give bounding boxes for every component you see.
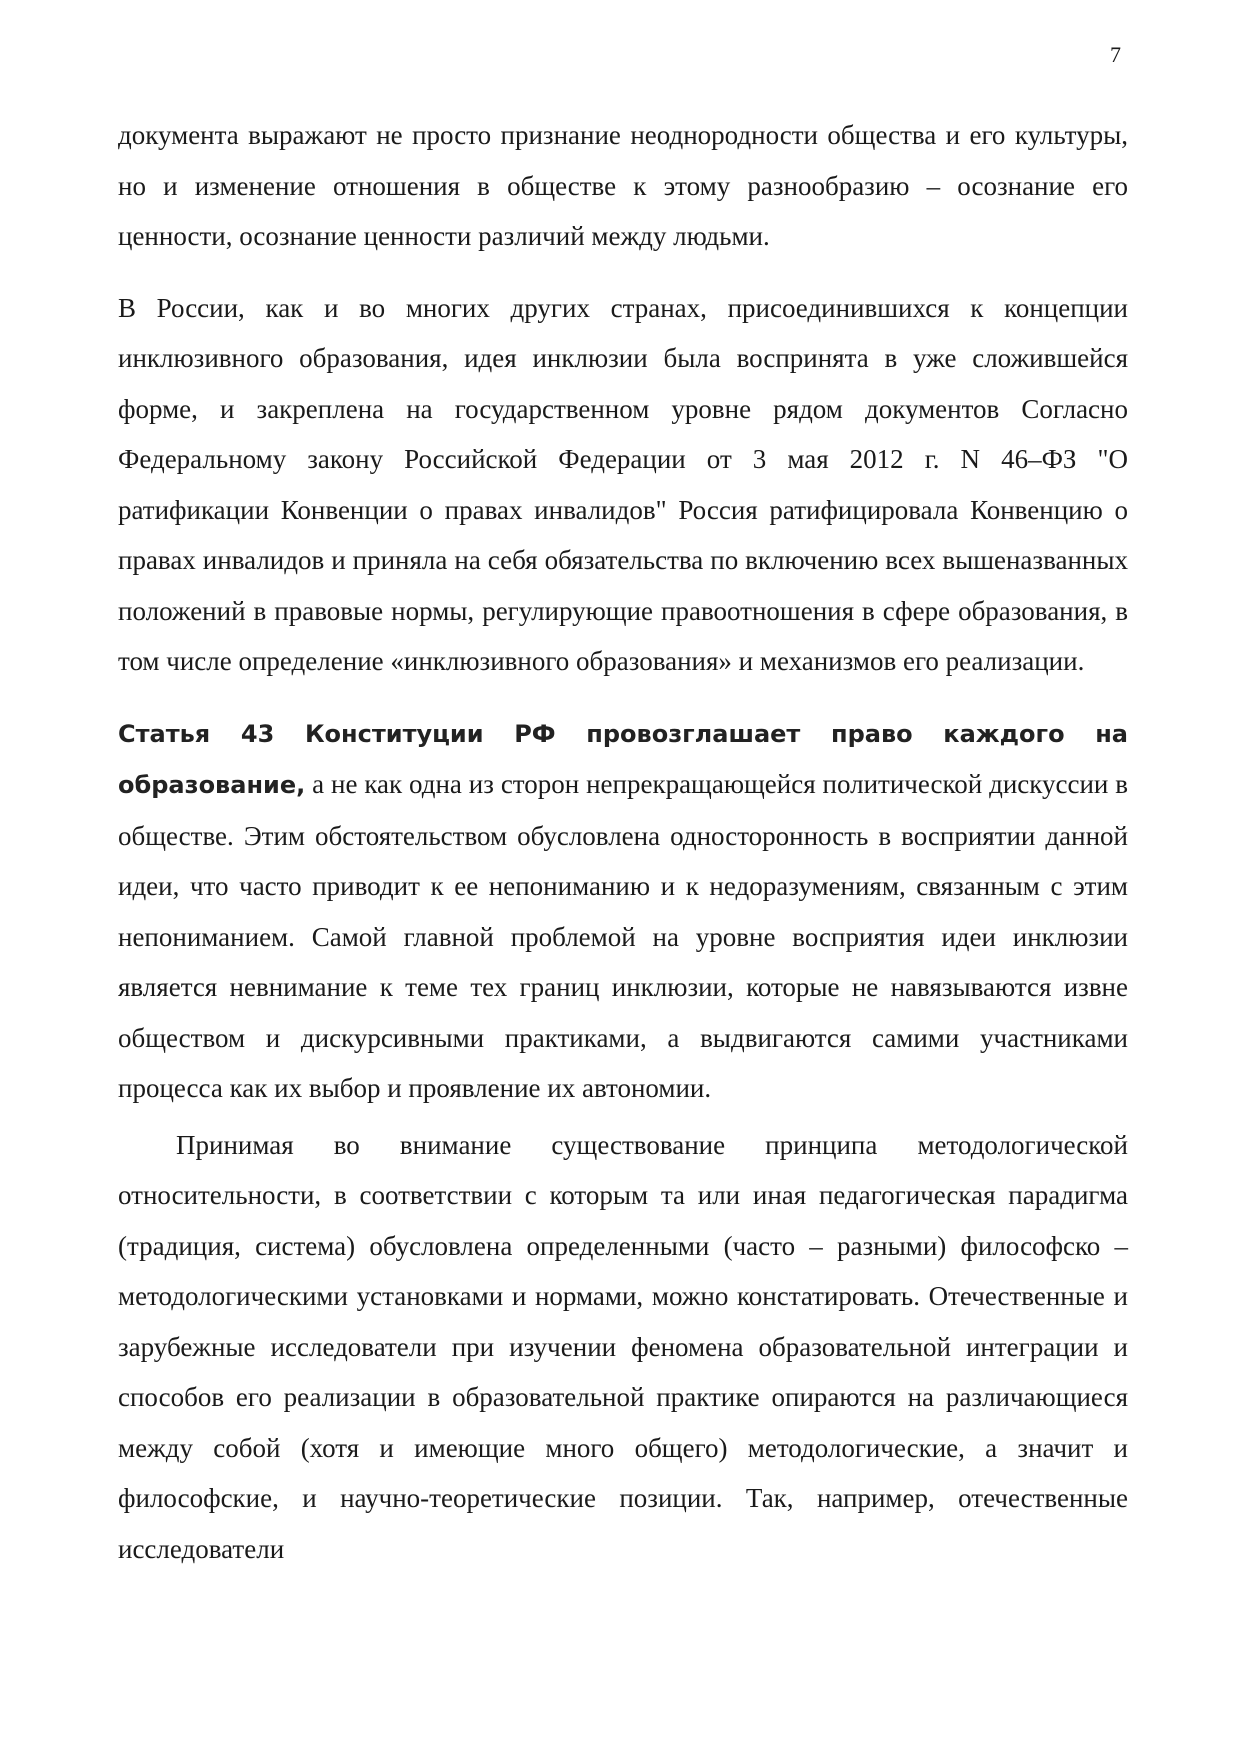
paragraph-3 bbox=[118, 708, 1128, 1114]
document-body bbox=[118, 110, 1128, 1574]
page-number: 7 bbox=[1110, 42, 1121, 67]
paragraph-1: документа выражают не просто признание неоднородности общества и его культуры, но и изменение отношения в обществе к этому разнообразию – осознание его ценности, осознание ценности различий между людьми. bbox=[118, 120, 1128, 251]
paragraph-3-bold-lead: Статья 43 Конституции РФ провозглашает право каждого на образование, bbox=[118, 719, 1128, 799]
paragraph-2: В России, как и во многих других странах, присоединившихся к концепции инклюзивного образования, идея инклюзии была воспринята в уже сложившейся форме, и закреплена на государственном уровне рядом документов Согласно Федеральному закону Российской Федерации от 3 мая 2012 г. N 46–ФЗ "О ратификации Конвенции о правах инвалидов" Россия ратифицировала Конвенцию о правах инвалидов и приняла на себя обязательства по включению всех вышеназванных положений в правовые нормы, регулирующие правоотношения в сфере образования, в том числе определение «инклюзивного образования» и механизмов его реализации. bbox=[118, 292, 1128, 676]
paragraph-4: Принимая во внимание существование принципа методологической относительности, в соответствии с которым та или иная педагогическая парадигма (традиция, система) обусловлена определенными (часто – разными) философско – методологическими установками и нормами, можно констатировать. Отечественные и зарубежные исследователи при изучении феномена образовательной интеграции и способов его реализации в образовательной практике опираются на различающиеся между собой (хотя и имеющие много общего) методологические, а значит и философские, и научно-теоретические позиции. Так, например, отечественные исследователи bbox=[118, 1129, 1128, 1564]
paragraph-3-text: а не как одна из сторон непрекращающейся политической дискуссии в обществе. Этим обстоятельством обусловлена односторонность в восприятии данной идеи, что часто приводит к ее непониманию и к недоразумениям, связанным с этим непониманием. Самой главной проблемой на уровне восприятия идеи инклюзии является невнимание к теме тех границ инклюзии, которые не навязываются извне обществом и дискурсивными практиками, а выдвигаются самими участниками процесса как их выбор и проявление их автономии. bbox=[118, 769, 1128, 1103]
